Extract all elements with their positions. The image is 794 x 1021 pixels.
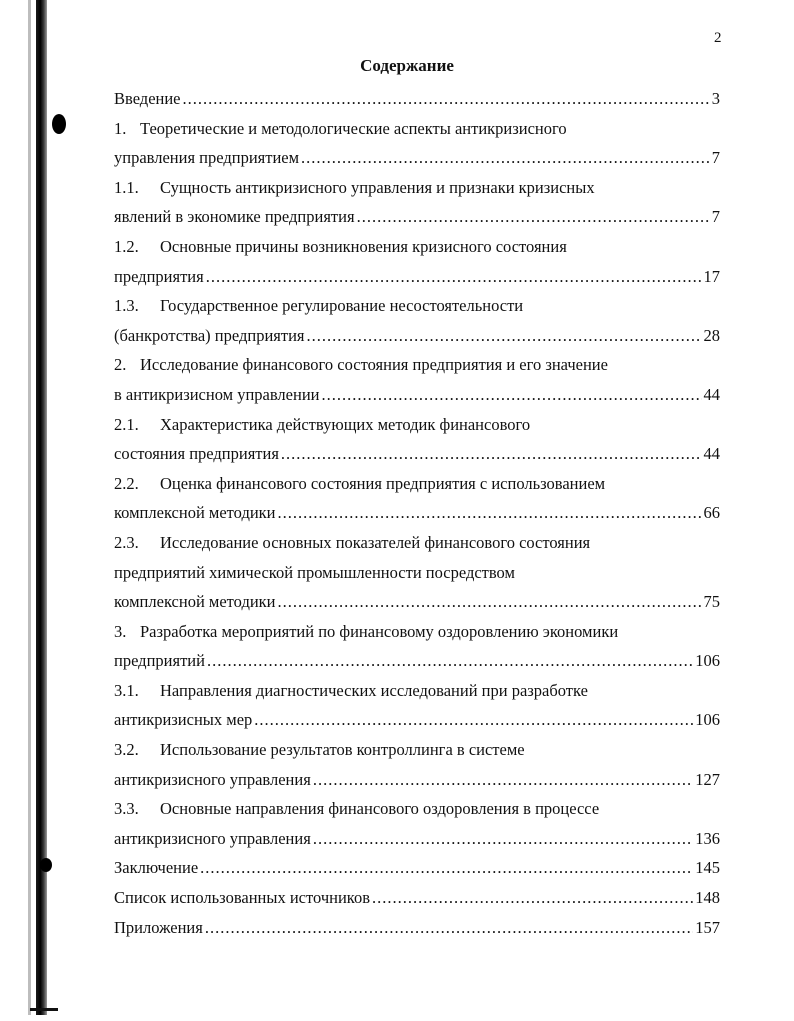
toc-entry-number: 1. [114, 118, 127, 138]
toc-page-number: 7 [711, 207, 720, 227]
toc-line [114, 824, 720, 854]
toc-line [114, 913, 720, 943]
toc-line [114, 765, 720, 795]
toc-entry-text: Направления диагностических исследований при разработке [160, 680, 588, 700]
toc-entry-text: Основные направления финансового оздоровления в процессе [160, 799, 600, 819]
toc-entry-text: Приложения [114, 917, 203, 937]
binding-edge-thin [28, 0, 31, 1015]
toc-line [114, 173, 720, 203]
page-number: 2 [714, 30, 722, 46]
toc-entry-text: Характеристика действующих методик финансового [160, 414, 531, 434]
dot-leader [322, 380, 702, 410]
dot-leader [200, 853, 693, 883]
toc-entry-number: 2.2. [114, 473, 139, 493]
toc-line [114, 321, 720, 351]
toc-entry-text: Исследование основных показателей финансового состояния [160, 532, 591, 552]
binding-blot [40, 858, 52, 872]
toc-line [114, 350, 720, 380]
toc-entry-text: Использование результатов контроллинга в системе [160, 740, 525, 760]
toc-entry-text: Исследование финансового состояния предприятия и его значение [140, 355, 608, 375]
toc-entry-text: антикризисных мер [114, 710, 253, 730]
toc-entry-text: предприятий химической промышленности посредством [114, 562, 515, 582]
binding-base-mark [30, 1008, 58, 1011]
toc-page-number: 44 [703, 384, 720, 404]
toc-entry-text: управления предприятием [114, 148, 300, 168]
toc-entry-text: комплексной методики [114, 592, 276, 612]
toc-line [114, 676, 720, 706]
toc-line [114, 469, 720, 499]
toc-entry-text: Теоретические и методологические аспекты антикризисного [140, 118, 567, 138]
toc-line [114, 794, 720, 824]
toc-line [114, 84, 720, 114]
toc-entry-number: 2.1. [114, 414, 139, 434]
toc-line [114, 646, 720, 676]
toc-entry-number: 2.3. [114, 532, 139, 552]
binding-blot [52, 114, 66, 134]
toc-entry-text: (банкротства) предприятия [114, 325, 305, 345]
toc-entry-text: Сущность антикризисного управления и признаки кризисных [160, 177, 595, 197]
toc-entry-text: в антикризисном управлении [114, 384, 320, 404]
dot-leader [278, 587, 702, 617]
dot-leader [372, 883, 693, 913]
toc-entry-text: Список использованных источников [114, 888, 370, 908]
toc-line [114, 587, 720, 617]
toc-line [114, 410, 720, 440]
toc-entry-text: комплексной методики [114, 503, 276, 523]
toc-line [114, 498, 720, 528]
toc-entry-number: 1.2. [114, 236, 139, 256]
table-of-contents [114, 84, 720, 942]
toc-line [114, 232, 720, 262]
dot-leader [313, 765, 693, 795]
toc-page-number: 44 [703, 444, 720, 464]
toc-line [114, 439, 720, 469]
dot-leader [313, 824, 693, 854]
toc-line [114, 617, 720, 647]
page-title: Содержание [360, 56, 454, 75]
dot-leader [301, 143, 710, 173]
toc-entry-number: 1.3. [114, 296, 139, 316]
toc-entry-number: 1.1. [114, 177, 139, 197]
toc-line [114, 558, 720, 588]
dot-leader [183, 84, 710, 114]
toc-page-number: 17 [703, 266, 720, 286]
toc-line [114, 883, 720, 913]
toc-page-number: 145 [695, 858, 720, 878]
toc-entry-text: антикризисного управления [114, 769, 311, 789]
dot-leader [307, 321, 702, 351]
toc-entry-number: 3.3. [114, 799, 139, 819]
toc-page-number: 127 [695, 769, 720, 789]
toc-page-number: 106 [695, 651, 720, 671]
dot-leader [278, 498, 702, 528]
toc-page-number: 148 [695, 888, 720, 908]
toc-line [114, 143, 720, 173]
dot-leader [357, 202, 710, 232]
dot-leader [205, 913, 693, 943]
toc-entry-number: 2. [114, 355, 127, 375]
toc-entry-text: Заключение [114, 858, 199, 878]
toc-entry-number: 3.1. [114, 680, 139, 700]
toc-entry-text: состояния предприятия [114, 444, 279, 464]
toc-line [114, 262, 720, 292]
toc-line [114, 202, 720, 232]
toc-entry-text: Государственное регулирование несостоятельности [160, 296, 524, 316]
toc-entry-text: антикризисного управления [114, 828, 311, 848]
toc-page-number: 106 [695, 710, 720, 730]
toc-entry-text: Основные причины возникновения кризисного состояния [160, 236, 567, 256]
toc-page-number: 7 [711, 148, 720, 168]
toc-page-number: 3 [711, 89, 720, 108]
toc-entry-number: 3.2. [114, 740, 139, 760]
toc-page-number: 136 [695, 828, 720, 848]
toc-entry-text: Оценка финансового состояния предприятия с использованием [160, 473, 606, 493]
toc-entry-text: явлений в экономике предприятия [114, 207, 355, 227]
toc-page-number: 157 [695, 917, 720, 937]
toc-entry-text: предприятия [114, 266, 204, 286]
dot-leader [206, 262, 702, 292]
toc-line [114, 735, 720, 765]
toc-line [114, 291, 720, 321]
dot-leader [281, 439, 702, 469]
toc-line [114, 528, 720, 558]
toc-line [114, 705, 720, 735]
toc-line [114, 380, 720, 410]
toc-page-number: 75 [703, 592, 720, 612]
toc-page-number: 66 [703, 503, 720, 523]
toc-page-number: 28 [703, 325, 720, 345]
toc-entry-text: Введение [114, 89, 181, 108]
toc-entry-text: предприятий [114, 651, 205, 671]
dot-leader [207, 646, 693, 676]
toc-entry-number: 3. [114, 621, 127, 641]
dot-leader [254, 705, 693, 735]
toc-line [114, 853, 720, 883]
toc-entry-text: Разработка мероприятий по финансовому оздоровлению экономики [140, 621, 619, 641]
toc-line [114, 114, 720, 144]
